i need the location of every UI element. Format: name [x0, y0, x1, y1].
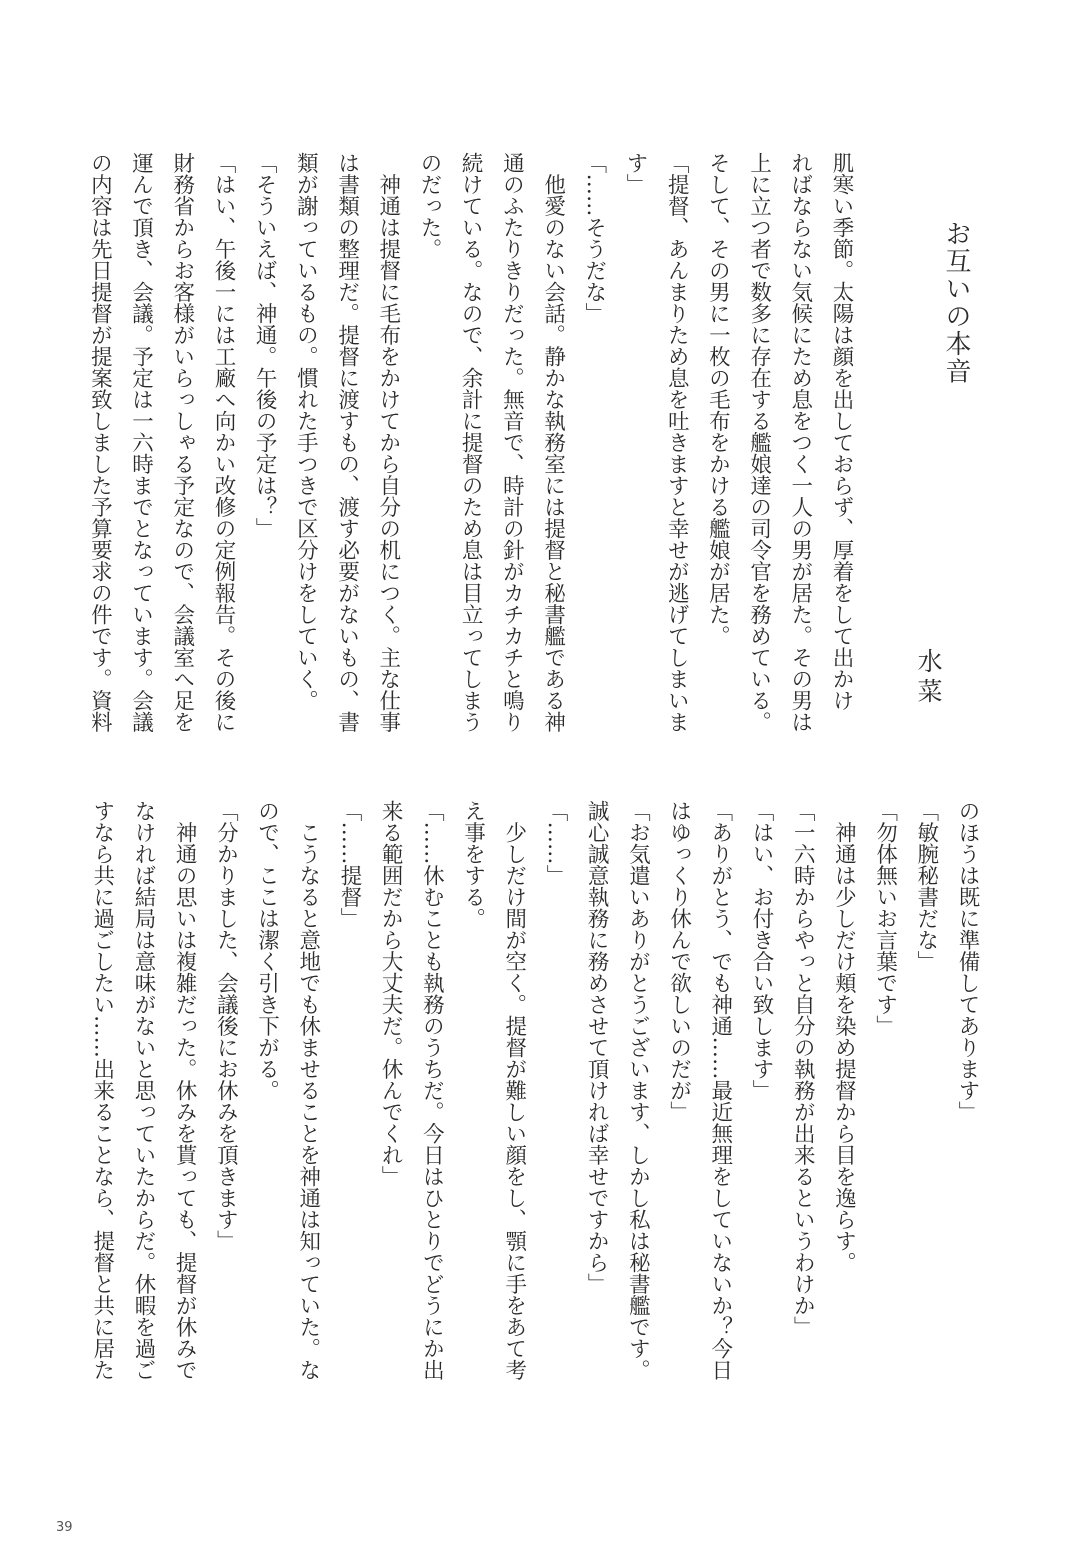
text-column: 来る範囲だから大丈夫だ。休んでくれ」	[378, 800, 404, 1187]
text-column: すなら共に過ごしたい……出来ることなら、提督と共に居た	[89, 800, 115, 1381]
text-column: はゆっくり休んで欲しいのだが」	[666, 800, 692, 1123]
text-column: のほうは既に準備してあります」	[955, 800, 980, 1123]
text-column: 財務省からお客様がいらっしゃる予定なので、会議室へ足を	[169, 152, 195, 733]
author-name: 水菜	[914, 648, 943, 708]
text-column: 「分かりました、会議後にお休みを頂きます」	[213, 800, 239, 1252]
text-column: こうなると意地でも休ませることを神通は知っていた。な	[295, 800, 321, 1381]
text-column: す」	[622, 152, 648, 195]
text-column: そして、その男に一枚の毛布をかける艦娘が居た。	[705, 152, 731, 647]
text-column: 続けている。なので、余計に提督のため息は目立ってしまう	[458, 152, 484, 733]
text-column: の内容は先日提督が提案致しました予算要求の件です。資料	[87, 152, 113, 733]
text-column: 「一六時からやっと自分の執務が出来るというわけか」	[790, 800, 816, 1338]
text-column: 「勿体無いお言葉です」	[872, 800, 898, 1037]
page-number: 39	[56, 1520, 73, 1535]
text-column: 「……そうだな」	[581, 152, 607, 324]
text-column: 「敏腕秘書だな」	[913, 800, 939, 972]
text-column: 「はい、午後一には工廠へ向かい改修の定例報告。その後に	[210, 152, 236, 733]
text-column: 誠心誠意執務に務めさせて頂ければ幸せですから」	[584, 800, 610, 1295]
text-column: ればならない気候にため息をつく一人の男が居た。その男は	[787, 152, 813, 733]
text-column: 通のふたりきりだった。無音で、時計の針がカチカチと鳴り	[499, 152, 525, 733]
text-column: 「はい、お付き合い致します」	[748, 800, 774, 1101]
text-column: は書類の整理だ。提督に渡すもの、渡す必要がないもの、書	[334, 152, 360, 733]
text-column: 「……休むことも執務のうちだ。今日はひとりでどうにか出	[419, 800, 445, 1381]
text-column: 肌寒い季節。太陽は顔を出しておらず、厚着をして出かけ	[829, 152, 854, 711]
text-column: のだった。	[416, 152, 442, 260]
text-column: 少しだけ間が空く。提督が難しい顔をし、顎に手をあて考	[501, 800, 527, 1381]
body-text-top	[87, 152, 862, 787]
text-column: 運んで頂き、会議。予定は一六時までとなっています。会議	[128, 152, 154, 733]
text-column: 神通は提督に毛布をかけてから自分の机につく。主な仕事	[375, 152, 401, 733]
text-column: 類が謝っているもの。慣れた手つきで区分けをしていく。	[293, 152, 319, 711]
text-column: 「……提督」	[336, 800, 362, 929]
story-title: お互いの本音	[941, 220, 971, 386]
text-column: え事をする。	[460, 800, 486, 929]
body-text-bottom	[89, 800, 988, 1440]
text-column: なければ結局は意味がないと思っていたからだ。休暇を過ご	[130, 800, 156, 1381]
text-column: 「そういえば、神通。午後の予定は？」	[252, 152, 278, 539]
text-column: ので、ここは潔く引き下がる。	[254, 800, 280, 1101]
text-column: 他愛のない会話。静かな執務室には提督と秘書艦である神	[540, 152, 566, 733]
text-column: 「ありがとう、でも神通……最近無理をしていないか？今日	[707, 800, 733, 1381]
text-column: 「お気遣いありがとうございます、しかし私は秘書艦です。	[625, 800, 651, 1381]
text-column: 神通は少しだけ頬を染め提督から目を逸らす。	[831, 800, 857, 1273]
text-column: 「提督、あんまりため息を吐きますと幸せが逃げてしまいま	[664, 152, 690, 733]
text-column: 「……」	[542, 800, 568, 886]
text-column: 神通の思いは複雑だった。休みを貰っても、提督が休みで	[172, 800, 198, 1381]
text-column: 上に立つ者で数多に存在する艦娘達の司令官を務めている。	[746, 152, 772, 733]
